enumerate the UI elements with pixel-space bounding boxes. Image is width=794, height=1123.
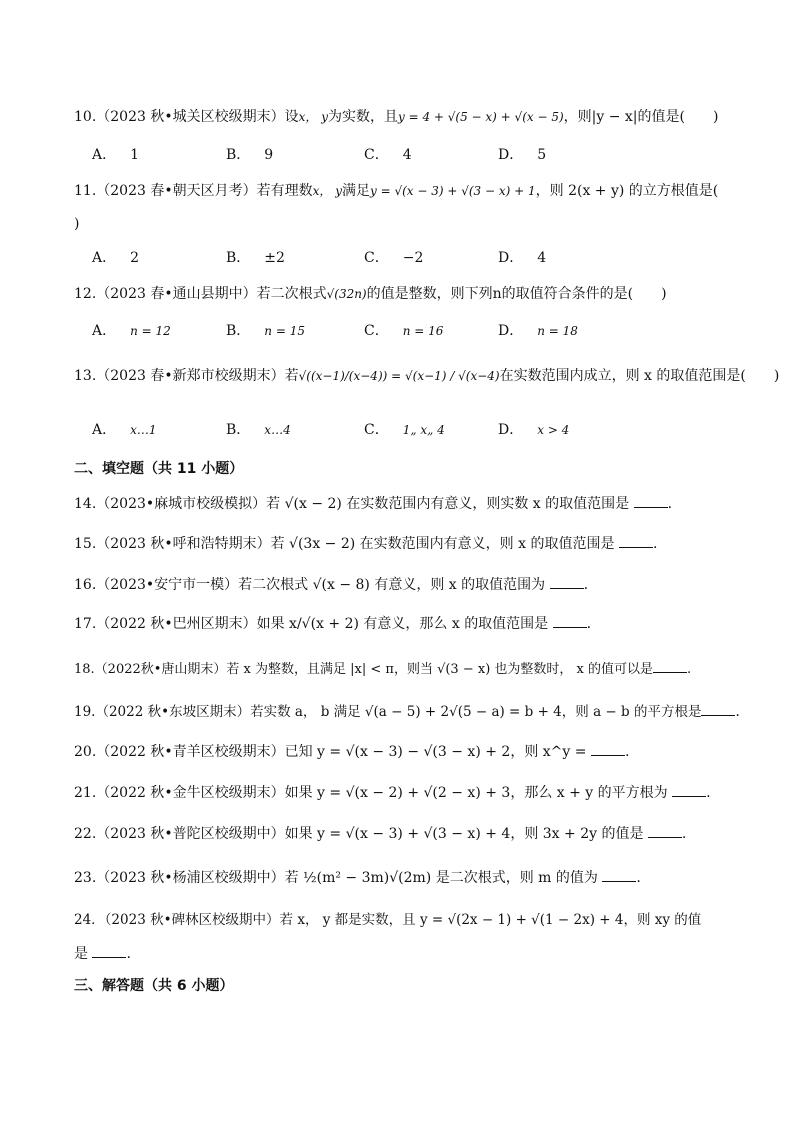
question-20: 20.（2022 秋•青羊区校级期末）已知 y = √(x − 3) − √(3 − x) + 2，则 x^y = . (74, 744, 630, 760)
option-c[interactable]: C． −2 (364, 250, 424, 266)
option-c[interactable]: C． 1„ x„ 4 (364, 422, 445, 438)
question-10-vars: x， y (298, 110, 328, 124)
question-24: 24．（2023 秋•碑林区校级期中）若 x， y 都是实数，且 y = √(2x − 1) + √(1 − 2x) + 4，则 xy 的值 (74, 912, 702, 928)
question-17: 17.（2022 秋•巴州区期末）如果 x/√(x + 2) 有意义，那么 x 的取值范围是 . (74, 616, 592, 632)
section-2-heading: 二、填空题（共 11 小题） (74, 461, 244, 477)
question-10-formula: y = 4 + √(5 − x) + √(x − 5) (397, 110, 564, 124)
answer-blank[interactable] (92, 945, 126, 958)
question-18: 18.（2022秋•唐山期末）若 x 为整数，且满足 |x| < π，则当 √(3 − x) 也为整数时， x 的值可以是 . (74, 662, 692, 677)
answer-blank[interactable] (602, 869, 636, 882)
option-a[interactable]: A． n = 12 (92, 323, 171, 339)
answer-blank[interactable] (553, 615, 587, 628)
question-22: 22.（2023 秋•普陀区校级期中）如果 y = √(x − 3) + √(3 − x) + 4，则 3x + 2y 的值是 . (74, 826, 687, 842)
question-13-formula: √((x−1)/(x−4)) = √(x−1) / √(x−4) (298, 369, 500, 383)
question-19: 19.（2022 秋•东坡区期末）若实数 a， b 满足 √(a − 5) + 2√(5 − a) = b + 4，则 a − b 的平方根是 . (74, 704, 740, 720)
answer-blank[interactable] (550, 576, 584, 589)
option-c[interactable]: C． n = 16 (364, 323, 444, 339)
option-b[interactable]: B． n = 15 (226, 323, 305, 339)
question-13-end: 在实数范围内成立，则 x 的取值范围是( ) (499, 368, 780, 384)
question-13-stem: 13.（2023 春•新郑市校级期末）若 (74, 368, 299, 384)
question-15: 15.（2023 秋•呼和浩特期末）若 √(3x − 2) 在实数范围内有意义，则 x 的取值范围是 . (74, 536, 658, 552)
question-10 (74, 107, 724, 127)
option-d[interactable]: D． 4 (498, 250, 547, 266)
question-24-continuation: 是 . (74, 946, 131, 962)
option-a[interactable]: A． 1 (92, 147, 140, 163)
option-d[interactable]: D． 5 (498, 147, 547, 163)
answer-blank[interactable] (672, 784, 706, 797)
option-a[interactable]: A． 2 (92, 250, 140, 266)
question-13 (74, 366, 780, 386)
question-10-end: ，则|y − x|的值是( ) (563, 109, 719, 125)
question-10-stem: 10.（2023 秋•城关区校级期末）设 (74, 109, 299, 125)
answer-blank[interactable] (701, 703, 735, 716)
question-11-end: ，则 2(x + y) 的立方根值是( (535, 183, 719, 199)
question-23: 23.（2023 秋•杨浦区校级期中）若 ½(m² − 3m)√(2m) 是二次根式，则 m 的值为 . (74, 870, 641, 886)
answer-blank[interactable] (591, 743, 625, 756)
answer-blank[interactable] (653, 660, 687, 673)
question-12 (74, 284, 724, 304)
option-b[interactable]: B． ±2 (226, 250, 285, 266)
answer-blank[interactable] (619, 535, 653, 548)
question-11 (74, 181, 724, 201)
option-a[interactable]: A． x…1 (92, 422, 157, 438)
question-12-formula: √(32n) (326, 287, 367, 301)
question-10-mid: 为实数，且 (327, 109, 398, 125)
option-c[interactable]: C． 4 (364, 147, 412, 163)
answer-blank[interactable] (648, 825, 682, 838)
option-b[interactable]: B． 9 (226, 147, 274, 163)
question-11-mid: 满足 (341, 183, 370, 199)
question-14: 14.（2023•麻城市校级模拟）若 √(x − 2) 在实数范围内有意义，则实数 x 的取值范围是 . (74, 496, 673, 512)
question-11-continuation: ) (74, 216, 80, 232)
question-11-formula: y = √(x − 3) + √(3 − x) + 1 (369, 184, 536, 198)
option-d[interactable]: D． n = 18 (498, 323, 578, 339)
question-12-end: 的值是整数，则下列n的取值符合条件的是( ) (366, 286, 667, 302)
question-12-stem: 12.（2023 春•通山县期中）若二次根式 (74, 286, 327, 302)
answer-blank[interactable] (634, 495, 668, 508)
option-b[interactable]: B． x…4 (226, 422, 291, 438)
question-11-stem: 11.（2023 春•朝天区月考）若有理数 (74, 183, 313, 199)
question-21: 21.（2022 秋•金牛区校级期末）如果 y = √(x − 2) + √(2 − x) + 3，那么 x + y 的平方根为 . (74, 785, 711, 801)
question-16: 16.（2023•安宁市一模）若二次根式 √(x − 8) 有意义，则 x 的取值范围为 . (74, 577, 589, 593)
option-d[interactable]: D． x > 4 (498, 422, 570, 438)
section-3-heading: 三、解答题（共 6 小题） (74, 978, 234, 994)
question-11-vars: x， y (312, 184, 342, 198)
